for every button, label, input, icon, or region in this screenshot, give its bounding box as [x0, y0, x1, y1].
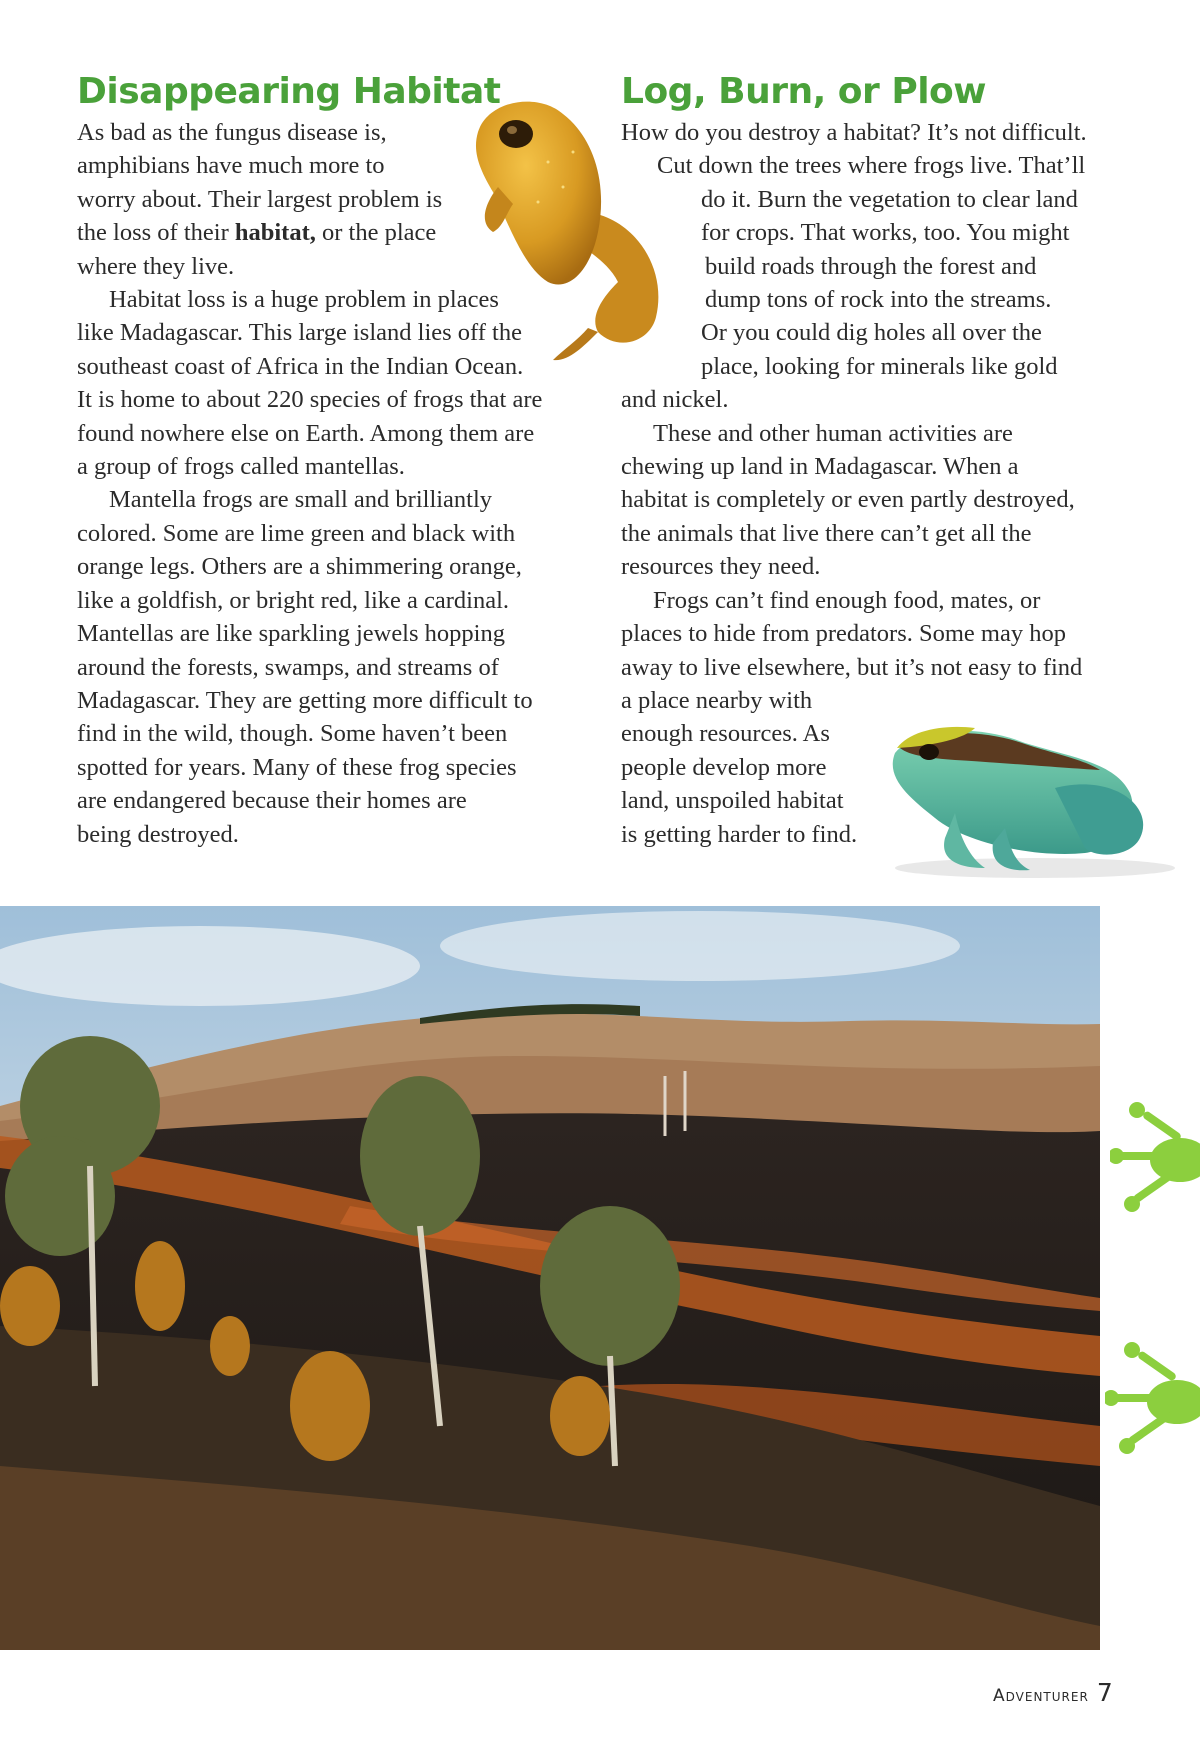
text-line: people develop more [621, 753, 827, 781]
green-mantella-frog-photo [885, 718, 1180, 883]
text-line: like Madagascar. This large island lies off the [77, 319, 522, 347]
text-line: for crops. That works, too. You might [701, 219, 1070, 247]
text-line: Frogs can’t find enough food, mates, or [653, 586, 1041, 614]
text-line: are endangered because their homes are [77, 787, 467, 815]
text-line: amphibians have much more to [77, 152, 385, 180]
text-line: being destroyed. [77, 820, 239, 848]
text-line: build roads through the forest and [705, 252, 1037, 280]
golden-mantella-frog-photo [468, 92, 698, 382]
text-line: like a goldfish, or bright red, like a cardinal. [77, 586, 510, 614]
text-line: places to hide from predators. Some may hop [621, 620, 1066, 648]
text-line: and nickel. [621, 386, 729, 414]
text-line: away to live elsewhere, but it’s not easy to find [621, 653, 1083, 681]
text-fragment: or the place [315, 219, 437, 247]
text-line: Habitat loss is a huge problem in places [109, 286, 499, 314]
text-line: chewing up land in Madagascar. When a [621, 453, 1019, 481]
text-line: dump tons of rock into the streams. [705, 286, 1052, 314]
frog-footprint-icon [1110, 1100, 1200, 1220]
text-line: the animals that live there can’t get all the [621, 519, 1032, 547]
text-line: orange legs. Others are a shimmering orange, [77, 553, 522, 581]
text-line: a group of frogs called mantellas. [77, 453, 405, 481]
text-line: found nowhere else on Earth. Among them are [77, 419, 535, 447]
text-line: Cut down the trees where frogs live. That’ll [657, 152, 1086, 180]
text-line: around the forests, swamps, and streams of [77, 653, 499, 681]
text-line: As bad as the fungus disease is, [77, 119, 387, 146]
text-line: find in the wild, though. Some haven’t been [77, 720, 508, 748]
text-line: Or you could dig holes all over the [701, 319, 1042, 347]
text-line: where they live. [77, 252, 235, 280]
frog-footprint-icon [1105, 1340, 1200, 1460]
page-number: 7 [1096, 1678, 1113, 1707]
text-line: Madagascar. They are getting more difficult to [77, 686, 533, 714]
text-fragment: the loss of their [77, 219, 235, 247]
habitat-term: habitat, [234, 219, 316, 247]
text-line: spotted for years. Many of these frog species [77, 753, 517, 781]
text-line: How do you destroy a habitat? It’s not difficult. [621, 119, 1087, 146]
text-line: land, unspoiled habitat [621, 787, 844, 815]
heading-disappearing-habitat: Disappearing Habitat [77, 71, 501, 112]
text-line: is getting harder to find. [621, 820, 858, 848]
text-line: place, looking for minerals like gold [701, 352, 1058, 380]
text-line: worry about. Their largest problem is [77, 185, 443, 213]
page-footer [993, 1678, 1113, 1707]
text-line: It is home to about 220 species of frogs that are [77, 386, 543, 414]
burned-madagascar-hillside-photo [0, 906, 1100, 1650]
text-line: southeast coast of Africa in the Indian Ocean. [77, 352, 524, 380]
text-line: resources they need. [621, 553, 821, 581]
text-line: do it. Burn the vegetation to clear land [701, 185, 1078, 213]
text-line: enough resources. As [621, 720, 830, 748]
text-line: Mantella frogs are small and brilliantly [109, 486, 493, 514]
text-line: a place nearby with [621, 686, 813, 714]
text-line: Mantellas are like sparkling jewels hopping [77, 620, 505, 648]
heading-log-burn-plow: Log, Burn, or Plow [621, 71, 987, 112]
magazine-name: Adventurer [993, 1686, 1089, 1706]
text-line: colored. Some are lime green and black with [77, 519, 516, 547]
text-line: These and other human activities are [653, 419, 1013, 447]
text-line: habitat is completely or even partly destroyed, [621, 486, 1075, 514]
